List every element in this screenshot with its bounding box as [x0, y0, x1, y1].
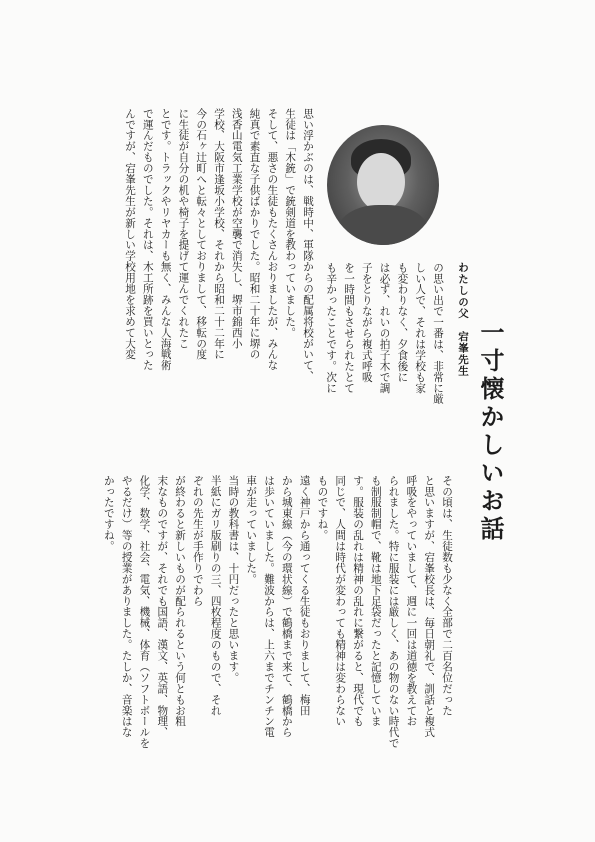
text-column: 生徒は「木銃」で銃剣道を教わっていました。	[284, 108, 297, 338]
text-column: から城東線（今の環状線）で鶴橋まで来て、鶴橋から	[280, 475, 293, 738]
photo-face	[357, 153, 405, 211]
text-column: んですが、宕峯先生が新しい学校用地を求めて大変	[124, 108, 137, 360]
text-column: 当時の教科書は、十円だったと思います。	[227, 475, 240, 684]
text-column: も制服制帽で、靴は地下足袋だったと記憶していま	[369, 475, 382, 727]
text-column: 子をとりながら複式呼吸	[360, 262, 373, 383]
text-column: 今の石ヶ辻町へと転々としておりまして、移転の度	[195, 108, 208, 360]
text-column: の思い出で一番は、非常に厳	[432, 262, 444, 405]
intro-column-block	[318, 262, 446, 462]
text-column: 末なものですが、それでも国語、漢文、英語、物理、	[156, 475, 169, 738]
text-column: 思い浮かぶのは、戦時中、軍隊からの配属将校がいて、	[302, 108, 314, 382]
article-title: 一寸懐かしいお話	[476, 320, 505, 544]
text-column: に生徒が自分の机や椅子を提げて運んでくれたこ	[177, 108, 190, 349]
text-column: かったですね。	[102, 475, 115, 552]
text-column: 同じで、人間は時代が変わっても精神は変わらない	[334, 475, 347, 727]
text-column: そして、悪さの生徒もたくさんおりましたが、みんな	[266, 108, 279, 371]
text-column: 半紙にガリ版刷りの三、四枚程度のもので、それ	[209, 475, 222, 716]
text-column: 学校、大阪市逢坂小学校、それから昭和二十二年に	[213, 108, 226, 360]
lower-text-block	[45, 475, 455, 775]
text-column: 化学、数学、社会、電気、機械、体育（ソフトボールを	[138, 475, 151, 749]
text-column: も変わりなく、夕食後に	[396, 262, 409, 383]
text-column: ものですね。	[316, 475, 329, 541]
text-column: も辛かったことです。次に	[325, 262, 338, 394]
text-column: ぞれの先生が手作りでわら	[191, 475, 204, 607]
text-column: 浅香山電気工業学校が空襲で消失し、堺市錦西小	[230, 108, 243, 349]
text-column: 呼吸をやっていまして、週に一回は道徳を教えてお	[405, 475, 418, 727]
text-column: られました。特に服装には厳しく、あの物のない時代で	[387, 475, 400, 749]
text-column: しい人で、それは学校も家	[414, 262, 427, 394]
text-column: やるだけ）等の授業がありました。たしか、音楽はな	[120, 475, 133, 738]
text-column: 遠く神戸から通ってくる生徒もおりまして、梅田	[298, 475, 311, 716]
text-column: とです。トラックやリヤカーも無く、みんな人海戦術	[159, 108, 172, 371]
text-column: と思いますが、宕峯校長は、毎日朝礼で、訓話と複式	[423, 475, 436, 738]
text-column: は必ず、れいの拍子木で調	[378, 262, 391, 394]
photo-shoulders	[337, 205, 429, 245]
upper-text-block	[118, 108, 316, 463]
portrait-photo	[327, 125, 439, 245]
text-column: 車が走っていました。	[245, 475, 258, 585]
text-column: で運んだものでした。それは、木工所跡を買いとった	[141, 108, 154, 371]
text-column: は歩いていました。難波からは、上六までチンチン電	[263, 475, 276, 738]
byline: わたしの父 宕峯先生	[457, 262, 469, 377]
text-column: が終わると新しいものが配られるという何ともお粗	[174, 475, 187, 727]
text-column: 純真で素直な子供ばかりでした。昭和二十年に堺の	[248, 108, 261, 360]
text-column: を一時間もさせられたとて	[343, 262, 356, 394]
text-column: す。服装の乱れは精神の乱れに繋がると、現代でも	[352, 475, 365, 727]
text-column: その頃は、生徒数も少なく全部で二百名位だった	[441, 475, 453, 716]
